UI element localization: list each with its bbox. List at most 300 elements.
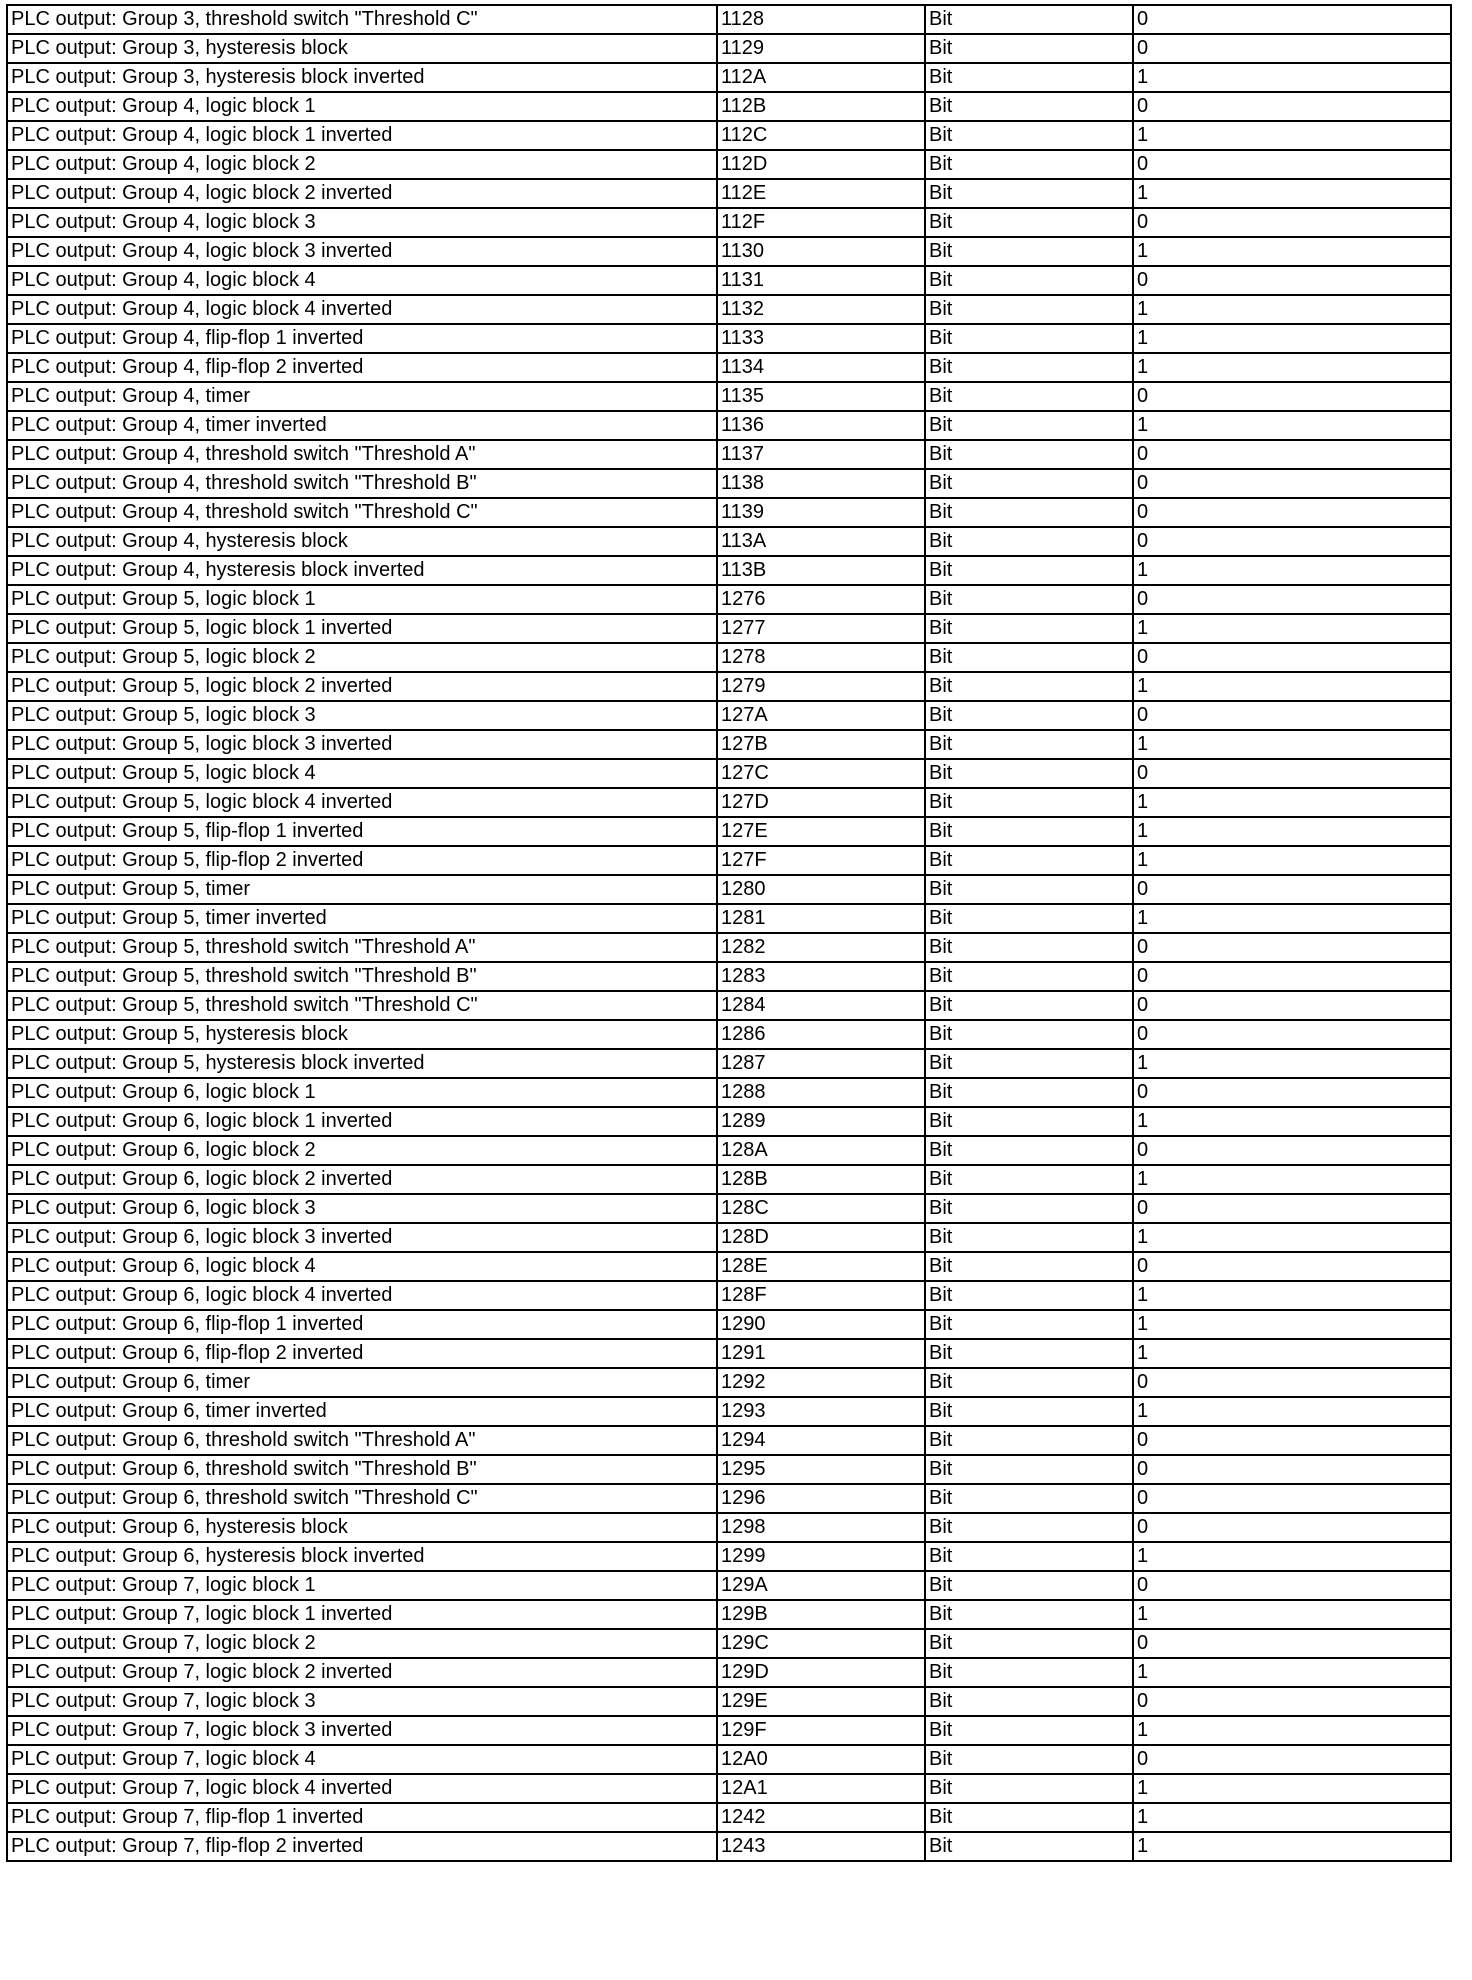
row-address: 1132	[717, 295, 925, 324]
row-address: 1295	[717, 1455, 925, 1484]
row-description: PLC output: Group 7, logic block 4	[7, 1745, 717, 1774]
table-row	[7, 643, 1451, 672]
row-address: 1280	[717, 875, 925, 904]
row-value: 0	[1133, 5, 1451, 34]
row-data-type: Bit	[925, 1745, 1133, 1774]
row-description: PLC output: Group 5, logic block 1 inverted	[7, 614, 717, 643]
row-address: 1278	[717, 643, 925, 672]
row-data-type: Bit	[925, 527, 1133, 556]
row-description: PLC output: Group 5, flip-flop 1 inverted	[7, 817, 717, 846]
row-description: PLC output: Group 4, hysteresis block inverted	[7, 556, 717, 585]
row-value: 0	[1133, 875, 1451, 904]
row-data-type: Bit	[925, 208, 1133, 237]
table-row	[7, 411, 1451, 440]
row-value: 0	[1133, 1252, 1451, 1281]
row-address: 1276	[717, 585, 925, 614]
table-row	[7, 324, 1451, 353]
row-description: PLC output: Group 3, threshold switch "Threshold C"	[7, 5, 717, 34]
row-description: PLC output: Group 5, hysteresis block inverted	[7, 1049, 717, 1078]
row-data-type: Bit	[925, 150, 1133, 179]
row-description: PLC output: Group 7, logic block 1 inverted	[7, 1600, 717, 1629]
row-value: 0	[1133, 1484, 1451, 1513]
row-value: 0	[1133, 208, 1451, 237]
row-data-type: Bit	[925, 1426, 1133, 1455]
row-address: 1131	[717, 266, 925, 295]
row-data-type: Bit	[925, 1774, 1133, 1803]
table-row	[7, 1687, 1451, 1716]
row-data-type: Bit	[925, 1803, 1133, 1832]
row-value: 1	[1133, 179, 1451, 208]
row-description: PLC output: Group 6, logic block 4	[7, 1252, 717, 1281]
row-address: 127C	[717, 759, 925, 788]
table-row	[7, 962, 1451, 991]
row-data-type: Bit	[925, 92, 1133, 121]
row-value: 1	[1133, 1165, 1451, 1194]
row-data-type: Bit	[925, 991, 1133, 1020]
row-description: PLC output: Group 6, logic block 1 inverted	[7, 1107, 717, 1136]
row-address: 1279	[717, 672, 925, 701]
row-address: 1292	[717, 1368, 925, 1397]
table-row	[7, 498, 1451, 527]
row-value: 1	[1133, 614, 1451, 643]
row-address: 129C	[717, 1629, 925, 1658]
row-data-type: Bit	[925, 353, 1133, 382]
row-data-type: Bit	[925, 498, 1133, 527]
row-data-type: Bit	[925, 1223, 1133, 1252]
row-data-type: Bit	[925, 1629, 1133, 1658]
row-description: PLC output: Group 6, timer	[7, 1368, 717, 1397]
row-address: 129A	[717, 1571, 925, 1600]
table-row	[7, 353, 1451, 382]
table-row	[7, 179, 1451, 208]
row-data-type: Bit	[925, 1339, 1133, 1368]
table-row	[7, 150, 1451, 179]
row-value: 0	[1133, 1136, 1451, 1165]
row-value: 1	[1133, 1049, 1451, 1078]
table-row	[7, 92, 1451, 121]
row-value: 1	[1133, 1716, 1451, 1745]
row-address: 112E	[717, 179, 925, 208]
row-address: 128F	[717, 1281, 925, 1310]
row-address: 1294	[717, 1426, 925, 1455]
row-data-type: Bit	[925, 237, 1133, 266]
row-description: PLC output: Group 4, logic block 2 inverted	[7, 179, 717, 208]
table-row	[7, 1368, 1451, 1397]
table-row	[7, 1339, 1451, 1368]
row-value: 1	[1133, 121, 1451, 150]
row-address: 1282	[717, 933, 925, 962]
row-data-type: Bit	[925, 1136, 1133, 1165]
row-description: PLC output: Group 6, logic block 2 inverted	[7, 1165, 717, 1194]
row-description: PLC output: Group 6, hysteresis block inverted	[7, 1542, 717, 1571]
row-value: 0	[1133, 1513, 1451, 1542]
row-address: 1242	[717, 1803, 925, 1832]
table-row	[7, 1513, 1451, 1542]
table-row	[7, 759, 1451, 788]
row-data-type: Bit	[925, 1832, 1133, 1861]
table-row	[7, 846, 1451, 875]
row-address: 1293	[717, 1397, 925, 1426]
row-data-type: Bit	[925, 1368, 1133, 1397]
row-description: PLC output: Group 4, logic block 4 inverted	[7, 295, 717, 324]
table-row	[7, 556, 1451, 585]
row-address: 1136	[717, 411, 925, 440]
row-address: 128A	[717, 1136, 925, 1165]
table-row	[7, 382, 1451, 411]
row-address: 1137	[717, 440, 925, 469]
row-address: 113B	[717, 556, 925, 585]
row-address: 1281	[717, 904, 925, 933]
row-description: PLC output: Group 6, hysteresis block	[7, 1513, 717, 1542]
row-value: 1	[1133, 1658, 1451, 1687]
row-description: PLC output: Group 4, logic block 3	[7, 208, 717, 237]
row-value: 1	[1133, 1281, 1451, 1310]
row-address: 1287	[717, 1049, 925, 1078]
row-value: 1	[1133, 730, 1451, 759]
row-data-type: Bit	[925, 556, 1133, 585]
row-address: 1290	[717, 1310, 925, 1339]
row-description: PLC output: Group 6, logic block 3 inverted	[7, 1223, 717, 1252]
row-value: 1	[1133, 817, 1451, 846]
row-value: 0	[1133, 1745, 1451, 1774]
row-data-type: Bit	[925, 1049, 1133, 1078]
table-row	[7, 1397, 1451, 1426]
row-value: 0	[1133, 527, 1451, 556]
row-data-type: Bit	[925, 788, 1133, 817]
row-value: 1	[1133, 1310, 1451, 1339]
row-description: PLC output: Group 4, logic block 1 inverted	[7, 121, 717, 150]
table-row	[7, 1252, 1451, 1281]
table-row	[7, 1600, 1451, 1629]
row-value: 0	[1133, 1571, 1451, 1600]
table-body	[7, 5, 1451, 1861]
row-data-type: Bit	[925, 672, 1133, 701]
row-value: 0	[1133, 1426, 1451, 1455]
row-value: 1	[1133, 353, 1451, 382]
row-description: PLC output: Group 7, logic block 3 inverted	[7, 1716, 717, 1745]
table-row	[7, 730, 1451, 759]
row-data-type: Bit	[925, 1571, 1133, 1600]
table-row	[7, 34, 1451, 63]
row-description: PLC output: Group 7, logic block 3	[7, 1687, 717, 1716]
row-value: 0	[1133, 440, 1451, 469]
row-address: 129E	[717, 1687, 925, 1716]
row-description: PLC output: Group 6, threshold switch "Threshold C"	[7, 1484, 717, 1513]
row-address: 1298	[717, 1513, 925, 1542]
table-row	[7, 266, 1451, 295]
table-row	[7, 1426, 1451, 1455]
row-address: 129B	[717, 1600, 925, 1629]
row-value: 1	[1133, 1803, 1451, 1832]
row-description: PLC output: Group 5, logic block 4	[7, 759, 717, 788]
row-data-type: Bit	[925, 63, 1133, 92]
row-description: PLC output: Group 5, logic block 4 inverted	[7, 788, 717, 817]
row-data-type: Bit	[925, 324, 1133, 353]
row-description: PLC output: Group 6, flip-flop 1 inverted	[7, 1310, 717, 1339]
row-address: 1129	[717, 34, 925, 63]
row-data-type: Bit	[925, 1397, 1133, 1426]
row-data-type: Bit	[925, 382, 1133, 411]
row-description: PLC output: Group 5, threshold switch "Threshold C"	[7, 991, 717, 1020]
row-description: PLC output: Group 7, logic block 2 inverted	[7, 1658, 717, 1687]
row-description: PLC output: Group 6, logic block 2	[7, 1136, 717, 1165]
row-description: PLC output: Group 7, logic block 1	[7, 1571, 717, 1600]
table-row	[7, 1716, 1451, 1745]
row-address: 1283	[717, 962, 925, 991]
row-description: PLC output: Group 4, logic block 4	[7, 266, 717, 295]
row-address: 1291	[717, 1339, 925, 1368]
table-row	[7, 1049, 1451, 1078]
document-page	[6, 4, 1452, 1862]
table-row	[7, 614, 1451, 643]
row-value: 0	[1133, 498, 1451, 527]
row-data-type: Bit	[925, 266, 1133, 295]
table-row	[7, 1281, 1451, 1310]
row-data-type: Bit	[925, 1716, 1133, 1745]
row-data-type: Bit	[925, 643, 1133, 672]
row-data-type: Bit	[925, 904, 1133, 933]
row-description: PLC output: Group 4, flip-flop 1 inverted	[7, 324, 717, 353]
row-description: PLC output: Group 7, flip-flop 2 inverted	[7, 1832, 717, 1861]
table-row	[7, 1455, 1451, 1484]
row-value: 0	[1133, 1194, 1451, 1223]
row-description: PLC output: Group 6, logic block 3	[7, 1194, 717, 1223]
row-address: 127D	[717, 788, 925, 817]
table-row	[7, 208, 1451, 237]
row-value: 1	[1133, 1339, 1451, 1368]
table-row	[7, 1803, 1451, 1832]
table-row	[7, 1745, 1451, 1774]
row-description: PLC output: Group 4, logic block 3 inverted	[7, 237, 717, 266]
row-data-type: Bit	[925, 1107, 1133, 1136]
row-address: 1128	[717, 5, 925, 34]
row-data-type: Bit	[925, 875, 1133, 904]
row-data-type: Bit	[925, 730, 1133, 759]
row-value: 0	[1133, 1455, 1451, 1484]
row-address: 1139	[717, 498, 925, 527]
row-data-type: Bit	[925, 1658, 1133, 1687]
row-address: 127A	[717, 701, 925, 730]
row-value: 1	[1133, 1600, 1451, 1629]
table-row	[7, 933, 1451, 962]
table-row	[7, 237, 1451, 266]
row-address: 1284	[717, 991, 925, 1020]
table-row	[7, 701, 1451, 730]
row-data-type: Bit	[925, 846, 1133, 875]
row-value: 0	[1133, 469, 1451, 498]
row-data-type: Bit	[925, 1252, 1133, 1281]
row-description: PLC output: Group 4, threshold switch "Threshold A"	[7, 440, 717, 469]
row-data-type: Bit	[925, 614, 1133, 643]
row-value: 1	[1133, 1542, 1451, 1571]
table-row	[7, 1223, 1451, 1252]
row-value: 0	[1133, 1020, 1451, 1049]
row-description: PLC output: Group 6, logic block 1	[7, 1078, 717, 1107]
row-value: 1	[1133, 1397, 1451, 1426]
row-address: 128E	[717, 1252, 925, 1281]
row-address: 1134	[717, 353, 925, 382]
row-description: PLC output: Group 4, threshold switch "Threshold C"	[7, 498, 717, 527]
row-value: 0	[1133, 962, 1451, 991]
row-value: 1	[1133, 556, 1451, 585]
row-description: PLC output: Group 6, timer inverted	[7, 1397, 717, 1426]
row-description: PLC output: Group 5, logic block 2 inverted	[7, 672, 717, 701]
row-value: 1	[1133, 1774, 1451, 1803]
row-data-type: Bit	[925, 1513, 1133, 1542]
row-address: 112F	[717, 208, 925, 237]
row-data-type: Bit	[925, 962, 1133, 991]
table-row	[7, 1542, 1451, 1571]
row-data-type: Bit	[925, 1455, 1133, 1484]
row-value: 1	[1133, 411, 1451, 440]
table-row	[7, 1658, 1451, 1687]
row-description: PLC output: Group 4, hysteresis block	[7, 527, 717, 556]
row-address: 113A	[717, 527, 925, 556]
table-row	[7, 121, 1451, 150]
row-value: 0	[1133, 92, 1451, 121]
row-value: 0	[1133, 1078, 1451, 1107]
row-description: PLC output: Group 4, timer	[7, 382, 717, 411]
row-description: PLC output: Group 5, hysteresis block	[7, 1020, 717, 1049]
table-row	[7, 1629, 1451, 1658]
row-address: 127E	[717, 817, 925, 846]
row-data-type: Bit	[925, 1310, 1133, 1339]
row-value: 1	[1133, 672, 1451, 701]
row-value: 1	[1133, 324, 1451, 353]
row-value: 0	[1133, 266, 1451, 295]
row-description: PLC output: Group 6, threshold switch "Threshold A"	[7, 1426, 717, 1455]
table-row	[7, 5, 1451, 34]
row-value: 0	[1133, 150, 1451, 179]
row-value: 0	[1133, 933, 1451, 962]
row-value: 1	[1133, 63, 1451, 92]
row-description: PLC output: Group 5, threshold switch "Threshold A"	[7, 933, 717, 962]
row-data-type: Bit	[925, 1484, 1133, 1513]
row-description: PLC output: Group 5, logic block 3	[7, 701, 717, 730]
row-description: PLC output: Group 7, logic block 4 inverted	[7, 1774, 717, 1803]
row-value: 1	[1133, 788, 1451, 817]
row-description: PLC output: Group 6, logic block 4 inverted	[7, 1281, 717, 1310]
row-address: 127F	[717, 846, 925, 875]
row-data-type: Bit	[925, 701, 1133, 730]
row-description: PLC output: Group 4, logic block 1	[7, 92, 717, 121]
row-data-type: Bit	[925, 1281, 1133, 1310]
row-description: PLC output: Group 4, flip-flop 2 inverted	[7, 353, 717, 382]
row-data-type: Bit	[925, 179, 1133, 208]
row-address: 127B	[717, 730, 925, 759]
row-data-type: Bit	[925, 1194, 1133, 1223]
table-row	[7, 440, 1451, 469]
row-address: 128D	[717, 1223, 925, 1252]
row-description: PLC output: Group 6, flip-flop 2 inverted	[7, 1339, 717, 1368]
row-description: PLC output: Group 5, timer	[7, 875, 717, 904]
table-row	[7, 1310, 1451, 1339]
row-description: PLC output: Group 7, flip-flop 1 inverted	[7, 1803, 717, 1832]
table-row	[7, 63, 1451, 92]
row-address: 1243	[717, 1832, 925, 1861]
row-data-type: Bit	[925, 440, 1133, 469]
row-address: 129F	[717, 1716, 925, 1745]
row-value: 1	[1133, 1223, 1451, 1252]
row-description: PLC output: Group 7, logic block 2	[7, 1629, 717, 1658]
row-data-type: Bit	[925, 759, 1133, 788]
row-data-type: Bit	[925, 933, 1133, 962]
row-value: 1	[1133, 1832, 1451, 1861]
row-address: 112B	[717, 92, 925, 121]
table-row	[7, 1194, 1451, 1223]
row-address: 1133	[717, 324, 925, 353]
row-value: 0	[1133, 991, 1451, 1020]
table-row	[7, 1107, 1451, 1136]
row-data-type: Bit	[925, 817, 1133, 846]
row-address: 129D	[717, 1658, 925, 1687]
table-row	[7, 991, 1451, 1020]
row-value: 0	[1133, 585, 1451, 614]
row-value: 1	[1133, 295, 1451, 324]
row-address: 1289	[717, 1107, 925, 1136]
row-address: 12A0	[717, 1745, 925, 1774]
row-address: 112D	[717, 150, 925, 179]
row-description: PLC output: Group 4, timer inverted	[7, 411, 717, 440]
row-address: 128B	[717, 1165, 925, 1194]
row-address: 1288	[717, 1078, 925, 1107]
row-address: 112C	[717, 121, 925, 150]
row-value: 0	[1133, 701, 1451, 730]
table-row	[7, 788, 1451, 817]
table-row	[7, 1832, 1451, 1861]
row-description: PLC output: Group 5, timer inverted	[7, 904, 717, 933]
row-data-type: Bit	[925, 411, 1133, 440]
row-data-type: Bit	[925, 5, 1133, 34]
row-data-type: Bit	[925, 34, 1133, 63]
row-address: 1299	[717, 1542, 925, 1571]
row-value: 1	[1133, 904, 1451, 933]
row-description: PLC output: Group 5, logic block 1	[7, 585, 717, 614]
row-address: 1130	[717, 237, 925, 266]
row-value: 0	[1133, 382, 1451, 411]
row-description: PLC output: Group 5, flip-flop 2 inverted	[7, 846, 717, 875]
table-row	[7, 1078, 1451, 1107]
row-value: 0	[1133, 1629, 1451, 1658]
table-row	[7, 469, 1451, 498]
row-address: 1135	[717, 382, 925, 411]
table-row	[7, 585, 1451, 614]
table-row	[7, 1571, 1451, 1600]
row-data-type: Bit	[925, 1020, 1133, 1049]
row-address: 12A1	[717, 1774, 925, 1803]
row-value: 1	[1133, 237, 1451, 266]
table-row	[7, 875, 1451, 904]
row-data-type: Bit	[925, 295, 1133, 324]
row-description: PLC output: Group 6, threshold switch "Threshold B"	[7, 1455, 717, 1484]
row-address: 1286	[717, 1020, 925, 1049]
row-address: 112A	[717, 63, 925, 92]
row-description: PLC output: Group 4, logic block 2	[7, 150, 717, 179]
table-row	[7, 527, 1451, 556]
row-data-type: Bit	[925, 1542, 1133, 1571]
row-value: 0	[1133, 1687, 1451, 1716]
row-data-type: Bit	[925, 1078, 1133, 1107]
row-data-type: Bit	[925, 1165, 1133, 1194]
table-row	[7, 1165, 1451, 1194]
row-description: PLC output: Group 5, threshold switch "Threshold B"	[7, 962, 717, 991]
row-address: 128C	[717, 1194, 925, 1223]
row-data-type: Bit	[925, 469, 1133, 498]
row-value: 0	[1133, 1368, 1451, 1397]
row-data-type: Bit	[925, 585, 1133, 614]
row-value: 0	[1133, 759, 1451, 788]
row-description: PLC output: Group 4, threshold switch "Threshold B"	[7, 469, 717, 498]
